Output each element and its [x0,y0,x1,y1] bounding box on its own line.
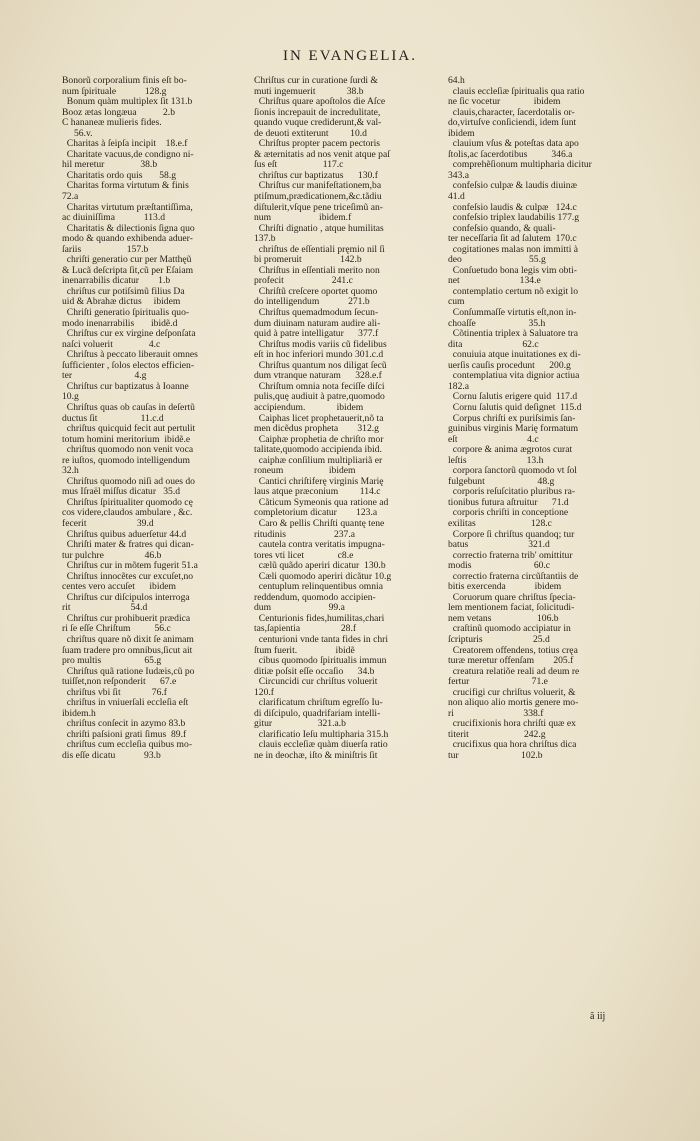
index-entry-line: eſt in hoc inferiori mundo 301.c.d [254,350,384,361]
index-entry-line: Bonorũ corporalium finis eſt bo- [62,76,187,86]
index-entry-line: clauis eccleſiæ ſpiritualis qua ratio [448,86,585,97]
index-entry-line: titerit 242.g [448,729,546,740]
index-entry-line: eſt 4.c [448,434,539,445]
index-entry-line: fertur 71.e [448,677,548,688]
index-entry-line: cogitationes malas non immitti à [448,244,579,255]
index-entry-line: Conſummaſſe virtutis eſt,non in- [448,308,577,319]
index-entry-line: clarificatum chriſtum egreſſo Iu- [254,698,383,709]
index-entry-line: Chriſtus à peccato liberauit omnes [62,350,198,361]
index-entry-line: men dicẽdus propheta 312.g [254,424,379,435]
index-entry-line: Chriſtus cur prohibuerit prædica [62,613,191,624]
index-entry-line: num ſpirituale 128.g [62,86,167,97]
index-entry-line: naſci voluerit 4.c [62,339,161,350]
index-entry-line: exilitas 128.c [448,518,552,529]
index-entry-line: chriſtus quicquid fecit aut pertulit [62,424,196,435]
index-entry-line: de deuoti extiterunt 10.d [254,128,367,139]
index-entry-line: gitur 321.a.b [254,719,346,730]
index-entry-line: do,virtuſve conſiciendi, idem ſunt [448,118,577,129]
index-entry-line: Chriſtus cur manifeſtationem,ba [254,181,382,192]
index-entry-line: Chriſtus cur in mõtem fugerit 51.a [62,561,198,572]
index-entry-line: cibus quomodo ſpiritualis immun [254,656,387,667]
index-entry-line: ac diuiniſſima 113.d [62,213,166,224]
index-entry-line: ibidem.h [62,708,96,719]
index-entry-line: do intelligendum 271.b [254,297,370,308]
index-entry-line: Charitatis ordo quis 58.g [62,170,177,181]
index-entry-line: dum 99.a [254,603,345,614]
index-entry-line: tionibus futura aſtruitur 71.d [448,497,569,508]
index-entry-line: ditiæ poſsit eſſe occaſio 34.b [254,666,375,677]
index-entry-line: 120.f [254,687,274,698]
index-entry-line: uerſis cauſis procedunt 200.g [448,360,571,371]
index-entry-line: ne ſic vocetur ibidem [448,97,561,108]
index-entry-line: corpore & anima ægrotos curat [448,445,573,456]
index-entry-line: 64.h [448,76,465,86]
index-entry-line: 343.a [448,170,470,181]
index-entry-line: ſionis increpauit de incredulitate, [254,107,381,118]
index-entry-line: clarificatio Ieſu multipharia 315.h [254,729,389,740]
index-entry-line: craſtinũ quomodo accipiatur in [448,624,571,635]
index-entry-line: Caro & pellis Chriſti quantę tene [254,518,385,529]
index-entry-line: dis eſſe dicatu 93.b [62,751,161,761]
index-entry-line: Charitas virtutum præſtantiſſima, [62,202,193,213]
index-entry-line: chriſti paſsioni grati ſimus 89.f [62,729,187,740]
signature-mark: ã iij [590,1011,606,1022]
index-entry-line: Cæli quomodo aperiri dicãtur 10.g [254,571,392,582]
index-entry-line: Caiphas licet prophetauerit,nõ ta [254,413,384,424]
index-entry-line: lem mentionem faciat, ſolicitudi- [448,603,575,614]
index-entry-line: leſtis 13.h [448,455,544,466]
index-entry-line: centuplum relinquentibus omnia [254,582,383,593]
index-entry-line: Chriſtus in eſſentiali merito non [254,265,380,276]
index-entry-line: Chriſtus cur ex virgine deſponſata [62,329,196,340]
index-entry-line: tas,ſapientia 28.f [254,624,357,635]
index-entry-line: chriſtus in vniuerſali eccleſia eſt [62,698,189,709]
index-entry-line: 56.v. [62,128,93,139]
index-entry-line: completorium dicatur 123.a [254,508,378,519]
index-entry-line: tores vti licet c8.e [254,550,354,561]
index-entry-line: non aliquo alio mortis genere mo- [448,698,579,709]
index-entry-line: 10.g [62,392,79,403]
index-entry-line: batus 321.d [448,540,550,551]
index-entry-line: ſuam tradere pro omnibus,ſicut ait [62,645,193,656]
index-entry-line: Chriſti mater & fratres qui dican- [62,540,194,551]
index-entry-line: centurioni vnde tanta fides in chri [254,634,389,645]
index-entry-line: Cornu ſalutis quid deſignet 115.d [448,402,582,413]
index-entry-line: conuiuia atque inuitationes ex di- [448,350,581,361]
index-entry-line: modo inenarrabilis ibidẽ.d [62,318,178,329]
index-entry-line: Chriſtus quare apoſtolos die Aſce [254,97,386,108]
index-entry-line: deo 55.g [448,255,546,266]
index-entry-line: Coruorum quare chriſtus ſpecia- [448,592,576,603]
index-entry-line: Chriſtum omnia nota feciſſe diſci [254,381,385,392]
index-entry-line: chriſtus vbi ſit 76.f [62,687,167,698]
index-entry-line: corpora ſanctorũ quomodo vt ſol [448,466,577,477]
index-entry-line: turæ meretur offenſam 205.f [448,656,574,667]
index-entry-line: ductus ſit 11.c.d [62,413,164,424]
index-entry-line: ptiſmum,prædicationem,&c.tãdiu [254,192,382,203]
index-entry-line: Chriſtus propter pacem pectoris [254,139,381,150]
index-entry-line: fulgebunt 48.g [448,476,555,487]
index-entry-line: ſariis 157.b [62,244,149,255]
index-entry-line: chriſtus cur baptizatus 130.f [254,170,378,181]
index-entry-line: profecit 241.c [254,276,353,287]
index-entry-line: Chriſtus quantum nos diligat ſecũ [254,360,387,371]
index-entry-line: cælũ quãdo aperiri dicatur 130.b [254,561,386,572]
index-entry-line: ibidem [448,128,475,139]
index-entry-line: ri 338.f [448,708,544,719]
index-entry-line: Cãticum Symeonis qua ratione ad [254,497,389,508]
index-entry-line: modo & quando exhibenda aduer- [62,234,193,245]
index-entry-line: Chriſtus ſpiritualiter quomodo cę [62,497,193,508]
index-entry-line: chriſti generatio cur per Matthęũ [62,255,192,266]
index-entry-line: Chriſtus cur diſcipulos interroga [62,592,190,603]
index-entry-line: Cornu ſalutis erigere quid 117.d [448,392,578,403]
index-entry-line: dum vtranque naturam 328.e.f [254,371,382,382]
index-entry-line: correctio fraterna circũſtantiis de [448,571,579,582]
index-entry-line: chriſtus conſecit in azymo 83.b [62,719,186,730]
index-entry-line: Chriſtus quomodo niſi ad oues do [62,476,195,487]
index-entry-line: crucifixionis hora chriſti quæ ex [448,719,576,730]
index-entry-line: Circuncidi cur chriſtus voluerit [254,677,378,688]
index-entry-line: Charitas à ſeipſa incipit 18.e.f [62,139,188,150]
index-entry-line: Chriſtus cur baptizatus à Ioanne [62,381,189,392]
index-entry-line: Chriſtũ creſcere oportet quomo [254,286,378,297]
index-entry-line: Corpore ſi chriſtus quandoq; tur [448,529,575,540]
index-entry-line: Chriſtus quas ob cauſas in deſertũ [62,402,195,413]
index-entry-line: di diſcipulo, quadrifariam intelli- [254,708,381,719]
index-entry-line: inenarrabilis dicatur 1.b [62,276,171,287]
index-column-1 [62,76,252,762]
index-entry-line: bi promeruit 142.b [254,255,362,266]
index-entry-line: mus Iſraël miſſus dicatur 35.d [62,487,181,498]
index-entry-line: quid à patre intelligatur 377.f [254,329,379,340]
index-entry-line: net 134.e [448,276,541,287]
index-entry-line: dita 62.c [448,339,539,350]
index-entry-line: ſufficienter , ſolos electos efficien- [62,360,195,371]
index-entry-line: Charitas forma virtutum & finis [62,181,189,192]
index-entry-line: Chriſtus cur in curatione ſurdi & [254,76,378,86]
index-entry-line: C hananeæ mulieris fides. [62,118,162,129]
index-entry-line: re iuſtos, quomodo intelligendum [62,455,190,466]
index-entry-line: uid & Abrahæ dictus ibidem [62,297,181,308]
index-entry-line: Chriſti dignatio , atque humilitas [254,223,384,234]
index-entry-line: crucifixus qua hora chriſtus dica [448,740,577,751]
index-entry-line: chriſtus de eſſentiali pręmio nil ſi [254,244,385,255]
index-entry-line: 182.a [448,381,470,392]
index-entry-line: tuiſſet,non reſponderit 67.e [62,677,177,688]
index-entry-line: Chriſtus modis variis cũ fidelibus [254,339,387,350]
index-entry-line: ſus eſt 117.c [254,160,344,171]
index-entry-line: tur 102.b [448,751,543,761]
index-entry-line: Caiphæ prophetia de chriſto mor [254,434,384,445]
index-entry-line: pulis,quę audiuit à patre,quomodo [254,392,385,403]
index-entry-line: ne in deochæ, iſto & miniſtris ſit [254,751,378,761]
index-entry-line: reddendum, quomodo accipien- [254,592,376,603]
index-entry-line: correctio fraterna trib' omittitur [448,550,573,561]
index-entry-line: talitate,quomodo accipienda ibid. [254,445,382,456]
index-entry-line: contemplatiua vita dignior actiua [448,371,580,382]
index-entry-line: clauium vſus & poteſtas data apo [448,139,579,150]
index-entry-line: chriſtus quare nõ dixit ſe animam [62,634,194,645]
index-entry-line: Corpus chriſti ex puriſsimis ſan- [448,413,576,424]
index-entry-line: modis 60.c [448,561,551,572]
index-entry-line: 41.d [448,192,465,203]
index-entry-line: ri ſe eſſe Chriſtum 56.c [62,624,171,635]
index-entry-line: laus atque præconium 114.c [254,487,381,498]
index-entry-line: chriſtus cur potiſsimũ filius Da [62,286,185,297]
index-entry-line: Cantici chriſtiferę virginis Marię [254,476,384,487]
index-entry-line: Chriſtus innocẽtes cur excuſet,no [62,571,194,582]
index-entry-line: crucifigi cur chriſtus voluerit, & [448,687,576,698]
index-entry-line: corporis chriſti in conceptione [448,508,569,519]
index-entry-line: ritudinis 237.a [254,529,355,540]
index-entry-line: ſtolis,ac ſacerdotibus 346.a [448,149,573,160]
index-entry-line: confeſsio quando, & quali- [448,223,556,234]
index-entry-line: confeſsio culpæ & laudis diuinæ [448,181,577,192]
index-entry-line: & æternitatis ad nos venit atque paſ [254,149,390,160]
index-entry-line: confeſsio triplex laudabilis 177.g [448,213,580,224]
index-entry-line: dum diuinam naturam audire ali- [254,318,381,329]
index-entry-line: confeſsio laudis & culpæ 124.c [448,202,577,213]
index-entry-line: & Lucã deſcripta ſit,cũ per Eſaiam [62,265,194,276]
index-entry-line: quando vuque crediderunt,& val- [254,118,382,129]
index-entry-line: nem vetans 106.b [448,613,559,624]
index-entry-line: rit 54.d [62,603,148,614]
index-entry-line: Charitatis & dilectionis ſigna quo [62,223,195,234]
index-entry-line: creatura relatiõe reali ad deum re [448,666,580,677]
index-entry-line: Chriſtus quemadmodum ſecun- [254,308,379,319]
index-entry-line: ſtum fuerit. ibidẽ [254,645,355,656]
index-entry-line: cos videre,claudos ambulare , &c. [62,508,193,519]
index-entry-line: 137.b [254,234,276,245]
index-entry-line: accipiendum. ibidem [254,402,364,413]
index-entry-line: Creatorem offendens, totius cręa [448,645,578,656]
index-entry-line: Conſuetudo bona legis vim obti- [448,265,577,276]
index-column-2 [254,76,446,762]
index-entry-line: totum homini meritorium ibidẽ.e [62,434,191,445]
index-entry-line: num ibidem.f [254,213,352,224]
index-entry-line: Cõtinentia triplex à Saluatore tra [448,329,579,340]
index-entry-line: Chriſtus quã ratione Iudæis,cũ po [62,666,195,677]
index-entry-line: tur pulchre 46.b [62,550,162,561]
index-entry-line: 72.a [62,192,79,203]
index-entry-line: muti ingemuerit 38.b [254,86,364,97]
index-entry-line: ſcripturis 25.d [448,634,550,645]
index-entry-line: diſtulerit,vſque pene triceſimũ an- [254,202,383,213]
index-entry-line: 32.h [62,466,79,477]
index-entry-line: clauis eccleſiæ quàm diuerſa ratio [254,740,388,751]
index-entry-line: Chriſtus quibus aduerſetur 44.d [62,529,187,540]
index-entry-line: Charitate vacuus,de condigno ni- [62,149,194,160]
index-entry-line: ter 4.g [62,371,147,382]
index-entry-line: clauis,character, ſacerdotalis or- [448,107,575,118]
index-entry-line: fecerit 39.d [62,518,154,529]
index-entry-line: cautela contra veritatis impugna- [254,540,385,551]
index-entry-line: roneum ibidem [254,466,356,477]
index-entry-line: guinibus virginis Marię formatum [448,424,579,435]
index-entry-line: bitis exercenda ibidem [448,582,562,593]
index-entry-line: chriſtus quomodo non venit voca [62,445,194,456]
index-entry-line: pro multis 65.g [62,656,162,667]
index-entry-line: Bonum quàm multiplex ſit 131.b [62,97,193,108]
index-column-3 [448,76,642,762]
index-entry-line: ter neceſſaria ſit ad ſalutem 170.c [448,234,577,245]
index-entry-line: contemplatio certum nõ exigit lo [448,286,579,297]
index-entry-line: caiphæ conſilium multipliariã er [254,455,383,466]
index-entry-line: Booz ætas longæua 2.b [62,107,175,118]
index-entry-line: corporis reſuſcitatio pluribus ra- [448,487,576,498]
index-entry-line: Centurionis fides,humilitas,chari [254,613,385,624]
index-entry-line: cum [448,297,465,308]
index-entry-line: chriſtus cum eccleſia quibus mo- [62,740,193,751]
index-entry-line: comprehẽſionum multipharia dicitur [448,160,592,171]
index-entry-line: centes vero accuſet ibidem [62,582,177,593]
index-entry-line: choaſſe 35.h [448,318,546,329]
index-entry-line: Chriſti generatio ſpiritualis quo- [62,308,190,319]
index-entry-line: hil meretur 38.b [62,160,158,171]
running-head: IN EVANGELIA. [282,48,418,64]
